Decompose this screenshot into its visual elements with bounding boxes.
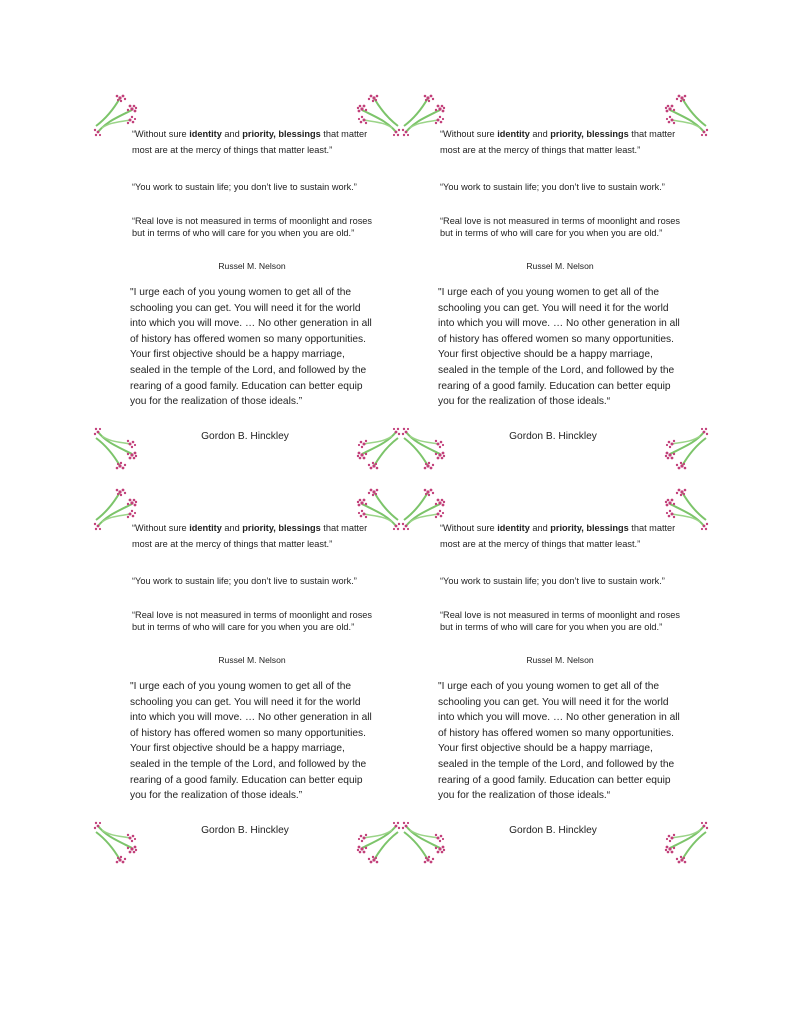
love-quote: “Real love is not measured in terms of moonlight and roses but in terms of who will care for you when you are old.” — [440, 610, 681, 632]
work-quote: “You work to sustain life; you don’t live to sustain work.” — [440, 182, 665, 192]
quote-text: and — [529, 523, 551, 533]
identity-quote — [132, 520, 372, 552]
author-hinckley: Gordon B. Hinckley — [509, 431, 597, 442]
work-quote: “You work to sustain life; you don’t live to sustain work.” — [132, 576, 357, 586]
love-quote: “Real love is not measured in terms of moonlight and roses but in terms of who will care for you when you are old.” — [132, 216, 373, 238]
education-quote: "I urge each of you young women to get all of the schooling you can get. You will need it for the world into which you will move. … No other generation in all of history has offered women so many opportunities. Your first objective should be a happy marriage, sealed in the temple of the Lord, and followed by the rearing of a good family. Education can better equip you for the realization of those ideals.” — [130, 681, 372, 802]
quote-card — [100, 492, 400, 862]
work-quote: “You work to sustain life; you don’t live to sustain work.” — [440, 576, 665, 586]
quote-emphasis: identity — [189, 129, 222, 139]
quote-text: “Without sure — [440, 129, 498, 139]
author-nelson: Russel M. Nelson — [218, 655, 286, 665]
love-quote: “Real love is not measured in terms of moonlight and roses but in terms of who will care for you when you are old.” — [132, 610, 373, 632]
flower-sprig-icon — [356, 426, 402, 472]
author-nelson: Russel M. Nelson — [218, 261, 286, 271]
flower-sprig-icon — [356, 820, 402, 866]
flower-sprig-icon — [664, 426, 710, 472]
quote-text: “Without sure — [440, 523, 498, 533]
quote-text: and — [221, 523, 243, 533]
love-quote: “Real love is not measured in terms of moonlight and roses but in terms of who will care for you when you are old.” — [440, 216, 681, 238]
quote-card — [100, 98, 400, 468]
quote-emphasis: identity — [497, 523, 530, 533]
work-quote: “You work to sustain life; you don’t live to sustain work.” — [132, 182, 357, 192]
quote-text: that matter most are at the mercy of things that matter least.” — [132, 129, 368, 155]
quote-emphasis: identity — [497, 129, 530, 139]
identity-quote — [132, 126, 372, 158]
quote-text: “Without sure — [132, 129, 190, 139]
quote-card — [408, 98, 708, 468]
author-nelson: Russel M. Nelson — [526, 655, 594, 665]
author-hinckley: Gordon B. Hinckley — [201, 431, 289, 442]
quote-text: that matter most are at the mercy of things that matter least.” — [440, 129, 676, 155]
quote-emphasis: identity — [189, 523, 222, 533]
quote-text: and — [221, 129, 243, 139]
education-quote: "I urge each of you young women to get all of the schooling you can get. You will need it for the world into which you will move. … No other generation in all of history has offered women so many opportunities. Your first objective should be a happy marriage, sealed in the temple of the Lord, and followed by the rearing of a good family. Education can better equip you for the realization of those ideals.“ — [438, 287, 680, 408]
quote-text: that matter most are at the mercy of things that matter least.” — [440, 523, 676, 549]
author-hinckley: Gordon B. Hinckley — [201, 825, 289, 836]
quote-emphasis: priority, blessings — [242, 129, 321, 139]
author-nelson: Russel M. Nelson — [526, 261, 594, 271]
quote-text: and — [529, 129, 551, 139]
quote-emphasis: priority, blessings — [242, 523, 321, 533]
flower-sprig-icon — [664, 820, 710, 866]
quote-emphasis: priority, blessings — [550, 129, 629, 139]
quote-card — [408, 492, 708, 862]
education-quote: "I urge each of you young women to get all of the schooling you can get. You will need it for the world into which you will move. … No other generation in all of history has offered women so many opportunities. Your first objective should be a happy marriage, sealed in the temple of the Lord, and followed by the rearing of a good family. Education can better equip you for the realization of those ideals.“ — [438, 681, 680, 802]
author-hinckley: Gordon B. Hinckley — [509, 825, 597, 836]
quote-text: “Without sure — [132, 523, 190, 533]
quote-emphasis: priority, blessings — [550, 523, 629, 533]
identity-quote — [440, 520, 680, 552]
education-quote: "I urge each of you young women to get all of the schooling you can get. You will need it for the world into which you will move. … No other generation in all of history has offered women so many opportunities. Your first objective should be a happy marriage, sealed in the temple of the Lord, and followed by the rearing of a good family. Education can better equip you for the realization of those ideals.” — [130, 287, 372, 408]
quote-text: that matter most are at the mercy of things that matter least.” — [132, 523, 368, 549]
identity-quote — [440, 126, 680, 158]
